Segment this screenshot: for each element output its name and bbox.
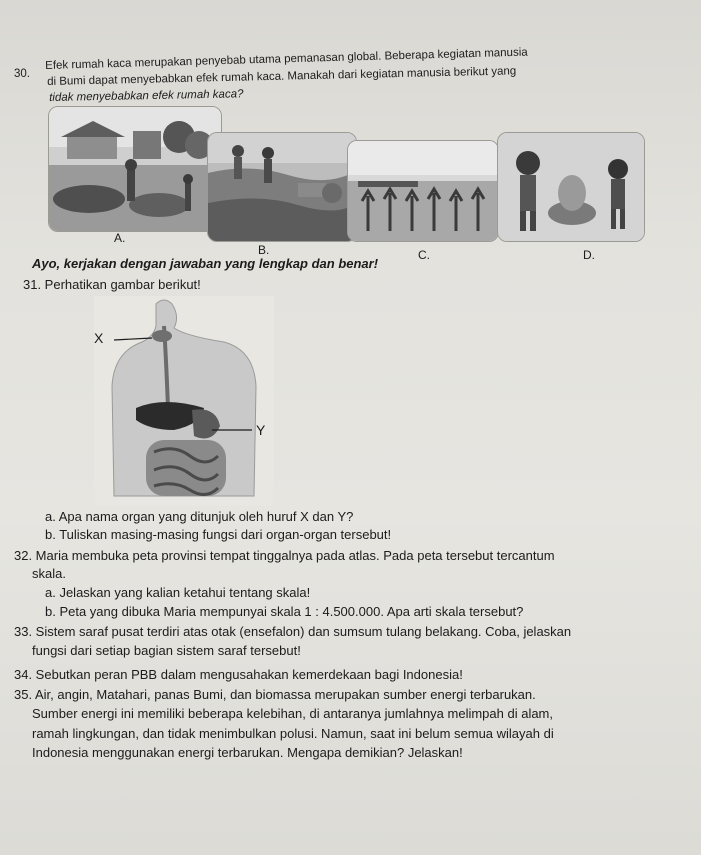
question-35-line-1: 35. Air, angin, Matahari, panas Bumi, dan biomassa merupakan sumber energi terbarukan. bbox=[14, 687, 536, 702]
question-32-a: a. Jelaskan yang kalian ketahui tentang skala! bbox=[45, 585, 311, 600]
label-y: Y bbox=[256, 422, 266, 438]
question-34: 34. Sebutkan peran PBB dalam mengusahakan kemerdekaan bagi Indonesia! bbox=[14, 667, 463, 682]
question-32-line-1: 32. Maria membuka peta provinsi tempat tinggalnya pada atlas. Pada peta tersebut tercantum bbox=[14, 548, 555, 563]
question-30-line-3: tidak menyebabkan efek rumah kaca? bbox=[49, 88, 244, 104]
option-c-picture bbox=[347, 140, 499, 242]
question-32-line-2: skala. bbox=[32, 566, 66, 581]
question-33-line-1: 33. Sistem saraf pusat terdiri atas otak (ensefalon) dan sumsum tulang belakang. Coba, jelaskan bbox=[14, 624, 572, 639]
question-30-line-1: Efek rumah kaca merupakan penyebab utama pemanasan global. Beberapa kegiatan manusia bbox=[45, 46, 528, 72]
question-31-b: b. Tuliskan masing-masing fungsi dari organ-organ tersebut! bbox=[45, 527, 392, 542]
question-35-line-2: Sumber energi ini memiliki beberapa kelebihan, di antaranya jumlahnya melimpah di alam, bbox=[32, 706, 553, 721]
option-b-picture bbox=[207, 132, 357, 242]
option-c-label: C. bbox=[418, 248, 430, 262]
option-a-picture bbox=[48, 106, 222, 232]
question-31-a: a. Apa nama organ yang ditunjuk oleh huruf X dan Y? bbox=[45, 509, 354, 524]
question-33-line-2: fungsi dari setiap bagian sistem saraf tersebut! bbox=[32, 643, 301, 658]
question-35-line-3: ramah lingkungan, dan tidak menimbulkan polusi. Namun, saat ini belum semua wilayah di bbox=[32, 726, 554, 741]
question-30-number: 30. bbox=[14, 68, 30, 80]
option-d-label: D. bbox=[583, 248, 595, 262]
option-a-label: A. bbox=[114, 231, 126, 245]
option-b-label: B. bbox=[258, 243, 270, 257]
question-31-intro: 31. Perhatikan gambar berikut! bbox=[23, 277, 201, 292]
digestive-system-diagram bbox=[94, 296, 274, 506]
label-x: X bbox=[94, 330, 104, 346]
instruction-heading: Ayo, kerjakan dengan jawaban yang lengkap dan benar! bbox=[32, 256, 379, 271]
question-35-line-4: Indonesia menggunakan energi terbarukan. Mengapa demikian? Jelaskan! bbox=[32, 745, 463, 760]
question-32-b: b. Peta yang dibuka Maria mempunyai skala 1 : 4.500.000. Apa arti skala tersebut? bbox=[45, 604, 524, 619]
question-30-line-2: di Bumi dapat menyebabkan efek rumah kaca. Manakah dari kegiatan manusia berikut yang bbox=[47, 65, 517, 88]
option-d-picture bbox=[497, 132, 645, 242]
